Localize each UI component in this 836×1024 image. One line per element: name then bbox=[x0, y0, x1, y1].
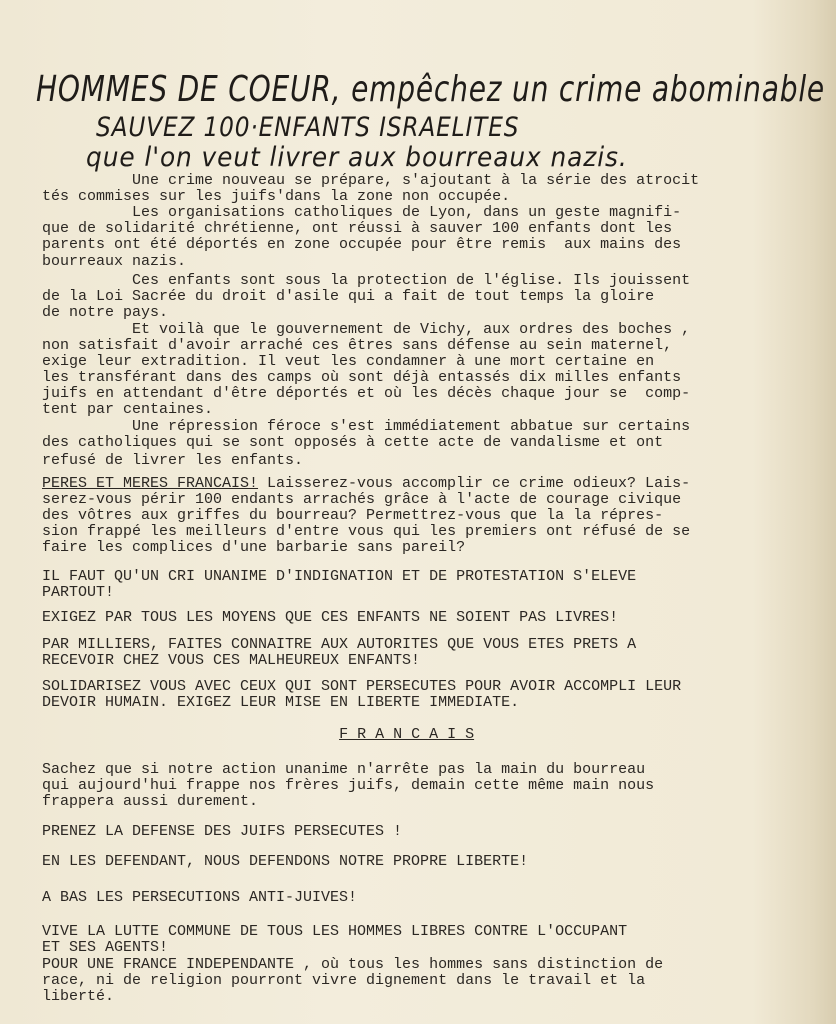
heading-line-1: HOMMES DE COEUR, empêchez un crime abominable bbox=[36, 69, 825, 110]
text-line: des catholiques qui se sont opposés à cette acte de vandalisme et ont bbox=[42, 434, 664, 451]
text-line: EN LES DEFENDANT, NOUS DEFENDONS NOTRE PROPRE LIBERTE! bbox=[42, 853, 529, 870]
text-line: juifs en attendant d'être déportés et où les décès chaque jour se comp- bbox=[42, 385, 691, 402]
text-line: bourreaux nazis. bbox=[42, 253, 187, 270]
text-line: serez-vous périr 100 endants arrachés grâce à l'acte de courage civique bbox=[42, 491, 682, 508]
text-line: PARTOUT! bbox=[42, 584, 115, 601]
text-line: race, ni de religion pourront vivre dignement dans le travail et la bbox=[42, 972, 646, 989]
text-line: les transférant dans des camps où sont déjà entassés dix milles enfants bbox=[42, 369, 682, 386]
heading-line-2: SAUVEZ 100·ENFANTS ISRAELITES bbox=[96, 112, 520, 143]
text-line: frappera aussi durement. bbox=[42, 793, 259, 810]
text-line: liberté. bbox=[42, 988, 115, 1005]
francais-label: F R A N C A I S bbox=[339, 726, 475, 743]
text-line: PRENEZ LA DEFENSE DES JUIFS PERSECUTES ! bbox=[42, 823, 403, 840]
text-line: tent par centaines. bbox=[42, 401, 214, 418]
text-line: PAR MILLIERS, FAITES CONNAITRE AUX AUTORITES QUE VOUS ETES PRETS A bbox=[42, 636, 637, 653]
text-line: DEVOIR HUMAIN. EXIGEZ LEUR MISE EN LIBERTE IMMEDIATE. bbox=[42, 694, 520, 711]
text-line: A BAS LES PERSECUTIONS ANTI-JUIVES! bbox=[42, 889, 358, 906]
text-line: tés commises sur les juifs'dans la zone non occupée. bbox=[42, 188, 511, 205]
text-line: Et voilà que le gouvernement de Vichy, aux ordres des boches , bbox=[42, 321, 691, 338]
text-line: de notre pays. bbox=[42, 304, 169, 321]
text-line: exige leur extradition. Il veut les condamner à une mort certaine en bbox=[42, 353, 655, 370]
text-line: Ces enfants sont sous la protection de l'église. Ils jouissent bbox=[42, 272, 691, 289]
text-line: des vôtres aux griffes du bourreau? Permettrez-vous que la la répres- bbox=[42, 507, 664, 524]
text-line: ET SES AGENTS! bbox=[42, 939, 169, 956]
text-line: parents ont été déportés en zone occupée pour être remis aux mains des bbox=[42, 236, 682, 253]
text-line: Sachez que si notre action unanime n'arrête pas la main du bourreau bbox=[42, 761, 646, 778]
text-line: Une crime nouveau se prépare, s'ajoutant à la série des atrocit bbox=[42, 172, 700, 189]
text-line: sion frappé les meilleurs d'entre vous qui les premiers ont réfusé de se bbox=[42, 523, 691, 540]
text-line: SOLIDARISEZ VOUS AVEC CEUX QUI SONT PERSECUTES POUR AVOIR ACCOMPLI LEUR bbox=[42, 678, 682, 695]
text-line: de la Loi Sacrée du droit d'asile qui a fait de tout temps la gloire bbox=[42, 288, 655, 305]
text-line: non satisfait d'avoir arraché ces êtres sans défense au sein maternel, bbox=[42, 337, 673, 354]
text-line: IL FAUT QU'UN CRI UNANIME D'INDIGNATION ET DE PROTESTATION S'ELEVE bbox=[42, 568, 637, 585]
text-line: Une répression féroce s'est immédiatement abbatue sur certains bbox=[42, 418, 691, 435]
text-line: qui aujourd'hui frappe nos frères juifs, demain cette même main nous bbox=[42, 777, 655, 794]
text-line: POUR UNE FRANCE INDEPENDANTE , où tous les hommes sans distinction de bbox=[42, 956, 664, 973]
text-line: faire les complices d'une barbarie sans pareil? bbox=[42, 539, 466, 556]
text-line: RECEVOIR CHEZ VOUS CES MALHEUREUX ENFANTS! bbox=[42, 652, 421, 669]
heading-line-3: que l'on veut livrer aux bourreaux nazis. bbox=[86, 142, 628, 173]
text-line: VIVE LA LUTTE COMMUNE DE TOUS LES HOMMES LIBRES CONTRE L'OCCUPANT bbox=[42, 923, 628, 940]
section-heading-francais bbox=[42, 727, 474, 743]
text-line: refusé de livrer les enfants. bbox=[42, 452, 304, 469]
text-line: Laisserez-vous accomplir ce crime odieux? Lais- bbox=[267, 475, 691, 492]
text-line: Les organisations catholiques de Lyon, dans un geste magnifi- bbox=[42, 204, 682, 221]
address-peres-et-meres: PERES ET MERES FRANCAIS! bbox=[42, 475, 259, 492]
text-line: EXIGEZ PAR TOUS LES MOYENS QUE CES ENFANTS NE SOIENT PAS LIVRES! bbox=[42, 609, 619, 626]
text-line: que de solidarité chrétienne, ont réussi à sauver 100 enfants dont les bbox=[42, 220, 673, 237]
